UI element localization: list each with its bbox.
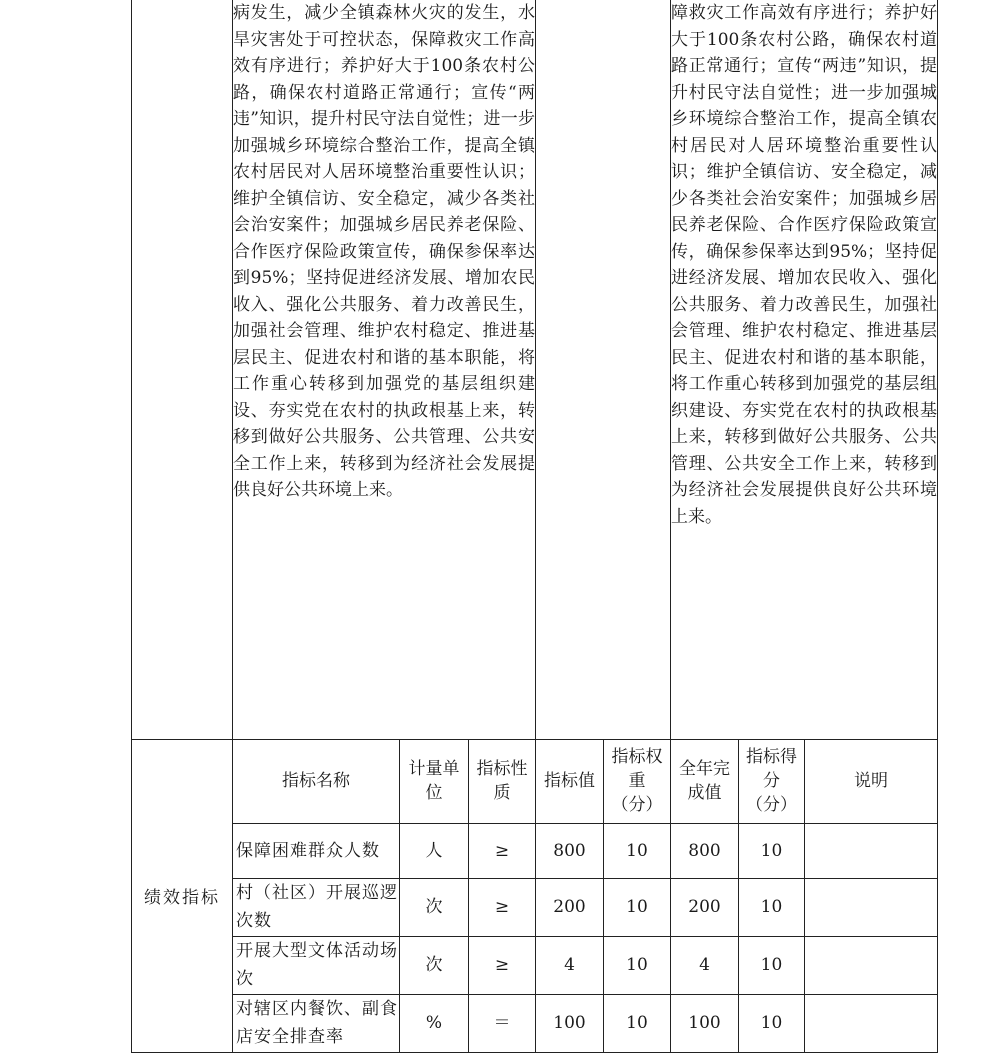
indicator-nature: ＝ xyxy=(469,994,536,1052)
indicator-weight: 10 xyxy=(604,936,671,994)
summary-right-text: 障救灾工作高效有序进行；养护好大于100条农村公路，确保农村道路正常通行；宣传“两违”知识，提升村民守法自觉性；进一步加强城乡环境综合整治工作，提高全镇农村居民对人居环境整治重要性认识；维护全镇信访、安全稳定，减少各类社会治安案件；加强城乡居民养老保险、合作医疗保险政策宣传，确保参保率达到95%；坚持促进经济发展、增加农民收入、强化公共服务、着力改善民生，加强社会管理、维护农村稳定、推进基层民主、促进农村和谐的基本职能，将工作重心转移到加强党的基层组织建设、夯实党在农村的执政根基上来，转移到做好公共服务、公共管理、公共安全工作上来，转移到为经济社会发展提供良好公共环境上来。 xyxy=(671,0,938,739)
metrics-header-row xyxy=(132,739,938,823)
indicator-completed: 4 xyxy=(671,936,739,994)
indicator-nature: ≥ xyxy=(469,878,536,936)
header-completed: 全年完 成值 xyxy=(671,739,739,823)
indicator-score: 10 xyxy=(739,936,805,994)
indicator-note xyxy=(805,878,938,936)
header-nature: 指标性 质 xyxy=(469,739,536,823)
indicator-note xyxy=(805,994,938,1052)
indicator-value: 4 xyxy=(536,936,604,994)
indicator-score: 10 xyxy=(739,994,805,1052)
indicator-name: 对辖区内餐饮、副食店安全排查率 xyxy=(233,994,400,1052)
indicator-score: 10 xyxy=(739,823,805,878)
indicator-name: 村（社区）开展巡逻次数 xyxy=(233,878,400,936)
blank-middle-cell xyxy=(536,0,671,739)
indicator-value: 200 xyxy=(536,878,604,936)
table-row xyxy=(132,823,938,878)
header-score: 指标得 分 （分） xyxy=(739,739,805,823)
indicator-name: 开展大型文体活动场次 xyxy=(233,936,400,994)
indicator-name: 保障困难群众人数 xyxy=(233,823,400,878)
table-row xyxy=(132,994,938,1052)
indicator-unit: % xyxy=(400,994,469,1052)
document-table xyxy=(131,0,938,1053)
blank-side-cell xyxy=(132,0,233,739)
table-row xyxy=(132,936,938,994)
indicator-weight: 10 xyxy=(604,823,671,878)
indicator-note xyxy=(805,936,938,994)
indicator-value: 100 xyxy=(536,994,604,1052)
summary-left-text: 病发生，减少全镇森林火灾的发生，水旱灾害处于可控状态，保障救灾工作高效有序进行；养护好大于100条农村公路，确保农村道路正常通行；宣传“两违”知识，提升村民守法自觉性；进一步加强城乡环境综合整治工作，提高全镇农村居民对人居环境整治重要性认识；维护全镇信访、安全稳定，减少各类社会治安案件；加强城乡居民养老保险、合作医疗保险政策宣传，确保参保率达到95%；坚持促进经济发展、增加农民收入、强化公共服务、着力改善民生，加强社会管理、维护农村稳定、推进基层民主、促进农村和谐的基本职能，将工作重心转移到加强党的基层组织建设、夯实党在农村的执政根基上来，转移到做好公共服务、公共管理、公共安全工作上来，转移到为经济社会发展提供良好公共环境上来。 xyxy=(233,0,536,739)
indicator-score: 10 xyxy=(739,878,805,936)
indicator-weight: 10 xyxy=(604,878,671,936)
indicator-unit: 次 xyxy=(400,936,469,994)
section-label: 绩效指标 xyxy=(132,739,233,1052)
indicator-completed: 200 xyxy=(671,878,739,936)
indicator-note xyxy=(805,823,938,878)
header-unit: 计量单 位 xyxy=(400,739,469,823)
header-note: 说明 xyxy=(805,739,938,823)
indicator-completed: 100 xyxy=(671,994,739,1052)
header-weight: 指标权 重 （分） xyxy=(604,739,671,823)
header-name: 指标名称 xyxy=(233,739,400,823)
indicator-completed: 800 xyxy=(671,823,739,878)
header-value: 指标值 xyxy=(536,739,604,823)
indicator-weight: 10 xyxy=(604,994,671,1052)
table-row xyxy=(132,878,938,936)
indicator-nature: ≥ xyxy=(469,823,536,878)
indicator-unit: 次 xyxy=(400,878,469,936)
indicator-value: 800 xyxy=(536,823,604,878)
indicator-unit: 人 xyxy=(400,823,469,878)
indicator-nature: ≥ xyxy=(469,936,536,994)
